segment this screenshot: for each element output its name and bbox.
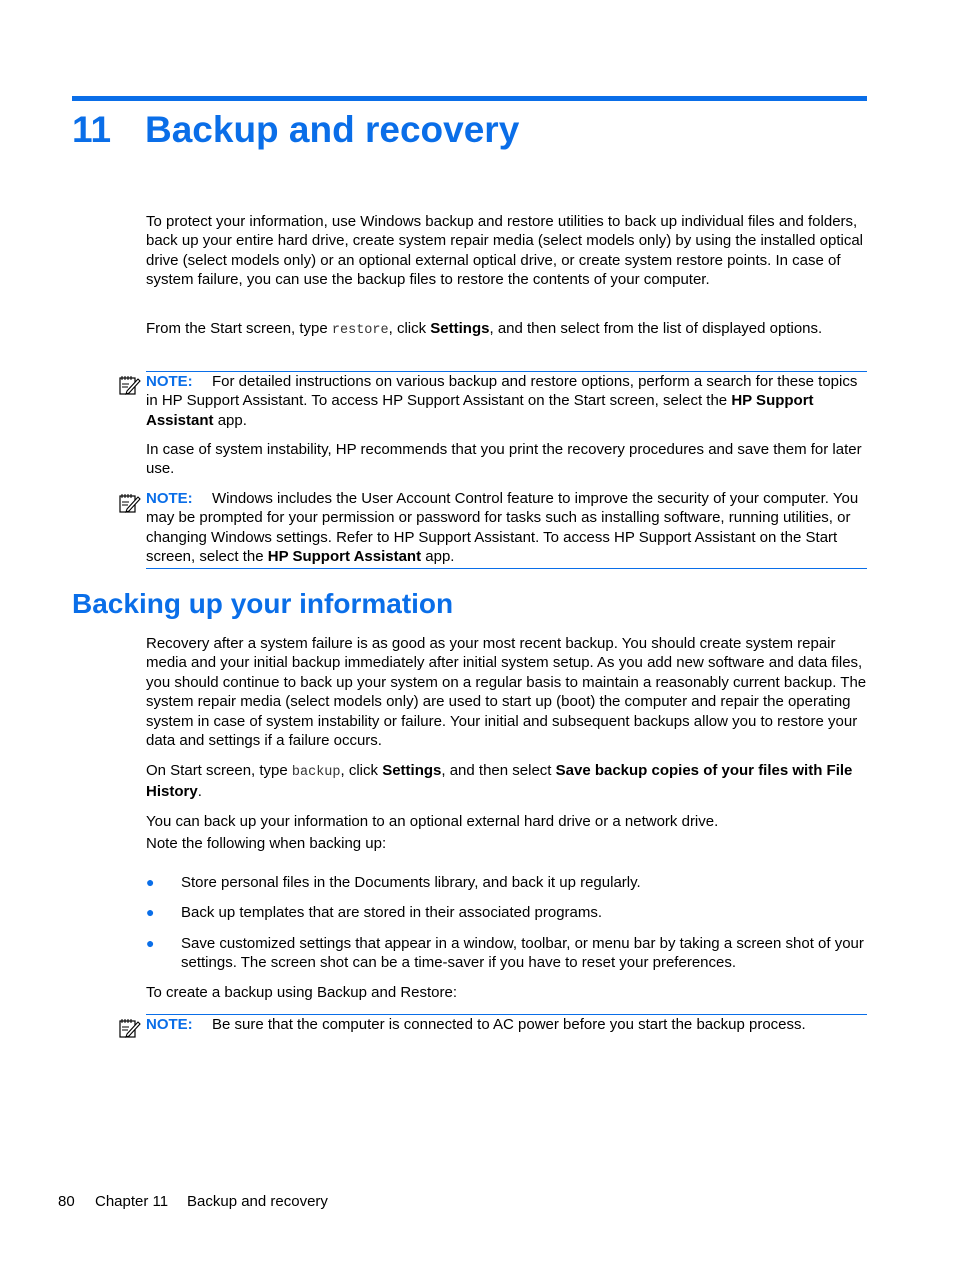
note-user-account-control bbox=[146, 489, 867, 569]
note-pencil-icon bbox=[119, 374, 141, 396]
note-ac-power bbox=[146, 1014, 867, 1036]
footer-chapter-title: Backup and recovery bbox=[187, 1193, 328, 1210]
external-drive-paragraph bbox=[146, 812, 868, 831]
list-item: ● Store personal files in the Documents library, and back it up regularly. bbox=[146, 874, 641, 891]
note-label: NOTE: bbox=[146, 1016, 193, 1033]
chapter-title-text: Backup and recovery bbox=[145, 109, 520, 150]
note-body: NOTE: For detailed instructions on various backup and restore options, perform a search for these topics in HP Support Assistant. To access HP Support Assistant on the Start screen, select the HP Support Assistant app. bbox=[146, 373, 858, 429]
intro-text: To protect your information, use Windows backup and restore utilities to back up individual files and folders, back up your entire hard drive, create system repair media (select models only) by using the installed optical drive (select models only) or an optional external optical drive, or create system restore points. In case of system failure, you can use the backup files to restore the contents of your computer. bbox=[146, 213, 864, 289]
note-body: NOTE: Windows includes the User Account Control feature to improve the security of your computer. You may be prompted for your permission or password for tasks such as installing software, running utilities, or changing Windows settings. Refer to HP Support Assistant. To access HP Support Assistant on the Start screen, select the HP Support Assistant app. bbox=[146, 490, 859, 566]
note-bottom-rule bbox=[146, 568, 867, 569]
bullet-icon: ● bbox=[146, 874, 155, 890]
file-history-text: On Start screen, type backup, click Settings, and then select Save backup copies of your files with File History. bbox=[146, 762, 853, 801]
file-history-emphasis: Save backup copies of your files with File History bbox=[146, 762, 853, 801]
restore-instructions bbox=[146, 319, 868, 340]
chapter-number: 11 bbox=[72, 109, 112, 150]
settings-emphasis: Settings bbox=[430, 320, 490, 337]
restore-command: restore bbox=[331, 323, 389, 338]
note-top-rule bbox=[146, 371, 867, 372]
instability-paragraph bbox=[146, 440, 868, 479]
section-intro-text: Recovery after a system failure is as good as your most recent backup. You should create system repair media and your initial backup immediately after initial system setup. As you add new software and data files, you should continue to back up your system on a regular basis to maintain a reasonably current backup. The system repair media (select models only) are used to start up (boot) the computer and repair the operating system in case of system instability or failure. Your initial and subsequent backups allow you to restore your data and settings if a failure occurs. bbox=[146, 635, 867, 750]
file-history-instructions bbox=[146, 761, 868, 802]
chapter-title bbox=[72, 106, 519, 154]
note-body: NOTE: Be sure that the computer is connected to AC power before you start the backup process. bbox=[146, 1016, 806, 1033]
list-item: ● Back up templates that are stored in their associated programs. bbox=[146, 904, 603, 921]
page-number: 80 bbox=[58, 1193, 75, 1210]
section-title: Backing up your information bbox=[72, 588, 454, 619]
restore-instructions-text: From the Start screen, type restore, click Settings, and then select from the list of displayed options. bbox=[146, 320, 823, 338]
note-pencil-icon bbox=[119, 1017, 141, 1039]
note-pencil-icon bbox=[119, 492, 141, 514]
bullet-icon: ● bbox=[146, 935, 155, 951]
create-backup-text: To create a backup using Backup and Restore: bbox=[146, 984, 458, 1001]
section-intro-paragraph bbox=[146, 634, 868, 750]
note-following-paragraph bbox=[146, 834, 868, 853]
note-support-assistant bbox=[146, 371, 867, 431]
instability-text: In case of system instability, HP recommends that you print the recovery procedures and save them for later use. bbox=[146, 441, 862, 478]
intro-paragraph bbox=[146, 212, 868, 290]
footer-chapter-label: Chapter 11 bbox=[95, 1193, 169, 1210]
note-label: NOTE: bbox=[146, 373, 193, 390]
bullet-icon: ● bbox=[146, 904, 155, 920]
chapter-top-rule bbox=[72, 96, 867, 101]
list-item: ● Save customized settings that appear in a window, toolbar, or menu bar by taking a screen shot of your settings. The screen shot can be a time-saver if you have to reset your preferences. bbox=[146, 935, 864, 972]
note-label: NOTE: bbox=[146, 490, 193, 507]
backup-command: backup bbox=[291, 765, 341, 780]
external-drive-text: You can back up your information to an optional external hard drive or a network drive. bbox=[146, 813, 719, 830]
page-footer bbox=[58, 1192, 328, 1211]
note-top-rule bbox=[146, 1014, 867, 1015]
create-backup-paragraph bbox=[146, 983, 868, 1002]
note-following-text: Note the following when backing up: bbox=[146, 835, 387, 852]
